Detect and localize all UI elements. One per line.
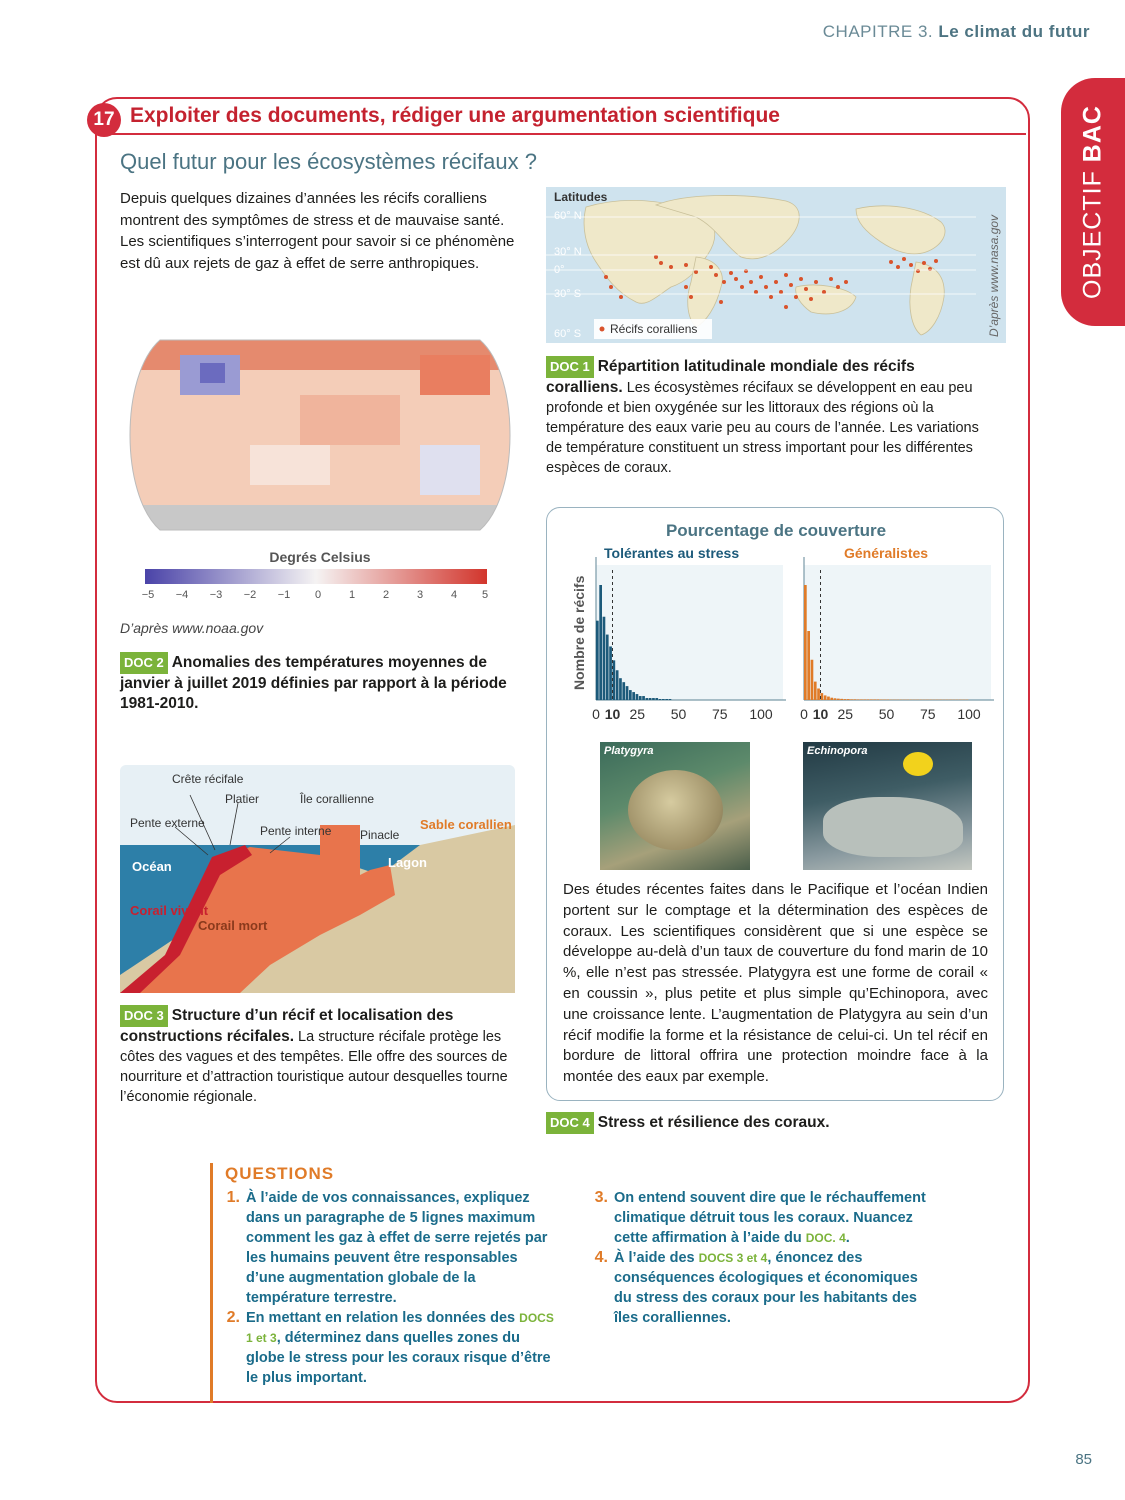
histogram-bar <box>837 699 840 700</box>
x-tick-label: 100 <box>957 706 981 722</box>
histogram-bar <box>870 699 873 700</box>
exercise-number: 17 <box>87 103 121 137</box>
reef-structure-diagram <box>120 765 515 993</box>
histogram-bar <box>854 699 857 700</box>
histogram-bar <box>814 682 817 700</box>
histogram-bar <box>649 698 652 700</box>
histogram-bar <box>626 686 629 700</box>
x-tick-label: 50 <box>670 706 687 722</box>
chart-generalistes <box>800 557 994 722</box>
label-pente-interne: Pente interne <box>260 824 332 838</box>
chart-main-title: Pourcentage de couverture <box>665 521 887 540</box>
histogram-bar <box>873 699 876 700</box>
doc3-caption-bold: Structure d’un récif et localisation des constructions récifales. <box>120 1007 454 1045</box>
doc3-caption-text: La structure récifale protège les côtes des vagues et des tempêtes. Elle offre des sources de nourriture et d’attraction touristique autour desquelles tourne l’économie régionale. <box>120 1029 508 1105</box>
q2-docs: DOCS 1 et 3 <box>246 1311 554 1345</box>
intro-text: Depuis quelques dizaines d’années les récifs coralliens montrent des symptômes de stress et de mauvaise santé. Les scientifiques s’interrogent pour savoir si ce phénomène est dû aux rejets de gaz à effet de serre anthropiques. <box>120 190 515 272</box>
questions-title: QUESTIONS <box>225 1164 335 1183</box>
map-source: D’après www.nasa.gov <box>987 214 1001 337</box>
temperature-scale <box>138 567 498 603</box>
q3-number: 3. <box>594 1189 608 1206</box>
platygyra-photo <box>600 742 750 870</box>
scale-tick: 4 <box>450 589 458 601</box>
page-number: 85 <box>1075 1451 1092 1468</box>
q4-text <box>614 1248 938 1328</box>
doc4-label: DOC 4 <box>546 1112 594 1134</box>
scale-tick: 5 <box>481 589 489 601</box>
histogram-bar <box>659 699 662 700</box>
side-tab-word1: OBJECTIF <box>1078 170 1107 299</box>
histogram-bar <box>863 699 866 700</box>
coral-reef-world-map <box>546 187 1006 343</box>
histogram-bar <box>599 585 602 700</box>
coverage-histograms <box>556 540 996 725</box>
doc1-caption-text: Les écosystèmes récifaux se développent en eau peu profonde et bien oxygénée sur les littoraux des régions où la température des eaux varie peu au cours de l’année. Les variations de température constituent un stress important pour les différentes espèces de coraux. <box>546 380 979 476</box>
chapter-number: CHAPITRE 3. <box>822 22 934 41</box>
histogram-bar <box>655 698 658 700</box>
label-corail-vivant: Corail vivant <box>130 903 209 918</box>
x-tick-label: 10 <box>604 706 621 722</box>
histogram-bar <box>804 585 807 700</box>
chart-tolerantes <box>592 557 786 722</box>
histogram-bar <box>609 646 612 700</box>
yellow-fish-shape <box>903 752 933 776</box>
q2-text-a: En mettant en relation les données des <box>246 1310 520 1326</box>
brain-coral-shape <box>628 770 723 850</box>
scale-tick: −5 <box>141 589 155 601</box>
histogram-bar <box>606 635 609 700</box>
lat-30s: 30° S <box>554 288 582 300</box>
histogram-bar <box>616 670 619 700</box>
histogram-bar <box>847 699 850 700</box>
histogram-bar <box>622 682 625 700</box>
histogram-bar <box>636 694 639 700</box>
doc3-caption <box>120 1005 510 1107</box>
q3-text-a: On entend souvent dire que le réchauffement climatique détruit tous les coraux. Nuancez cette affirmation à l’aide du <box>614 1190 926 1246</box>
histogram-bar <box>827 697 830 700</box>
chapter-header <box>823 22 1090 42</box>
lat-60n: 60° N <box>554 210 582 222</box>
q2-text-b: , déterminez dans quelles zones du globe le stress pour les coraux risque d’être le plus important. <box>246 1330 551 1386</box>
question-3 <box>588 1188 938 1248</box>
histogram-bar <box>596 621 599 700</box>
x-tick-label: 100 <box>749 706 773 722</box>
doc2-source: D’après www.noaa.gov <box>120 620 264 636</box>
histogram-bar <box>662 699 665 700</box>
label-corail-mort: Corail mort <box>198 918 268 933</box>
doc3-label: DOC 3 <box>120 1005 168 1027</box>
x-tick-label: 75 <box>919 706 936 722</box>
x-tick-label: 25 <box>629 706 646 722</box>
x-tick-label: 50 <box>878 706 895 722</box>
histogram-bar <box>830 698 833 700</box>
scale-tick: −3 <box>209 589 223 601</box>
exercise-title: Exploiter des documents, rédiger une argumentation scientifique <box>130 104 780 127</box>
doc2-caption <box>120 652 510 714</box>
objectif-bac-tab <box>1061 78 1125 326</box>
photo1-label: Platygyra <box>604 745 654 757</box>
scale-tick: −4 <box>175 589 189 601</box>
histogram-bar <box>860 699 863 700</box>
histogram-bar <box>877 699 880 700</box>
doc2-label: DOC 2 <box>120 652 168 674</box>
q1-number: 1. <box>226 1189 240 1206</box>
map-legend: Récifs coralliens <box>610 322 698 336</box>
plot-background <box>596 565 783 700</box>
histogram-bar <box>629 690 632 700</box>
histogram-bar <box>857 699 860 700</box>
doc4-caption <box>546 1112 830 1134</box>
q3-text <box>614 1188 938 1248</box>
lat-0: 0° <box>554 264 565 276</box>
echinopora-photo <box>803 742 972 870</box>
q4-number: 4. <box>594 1249 608 1266</box>
question-1 <box>220 1188 560 1308</box>
doc1-caption-bold: Répartition latitudinale mondiale des récifs coralliens. <box>546 358 915 396</box>
histogram-bar <box>850 699 853 700</box>
scale-tick: 2 <box>382 589 390 601</box>
scale-tick: 3 <box>416 589 424 601</box>
question-4 <box>588 1248 938 1328</box>
chart2-title: Généralistes <box>844 545 929 561</box>
histogram-bar <box>619 678 622 700</box>
photo2-label: Echinopora <box>807 745 868 757</box>
histogram-bar <box>824 695 827 700</box>
plot-background <box>804 565 991 700</box>
q4-text-a: À l’aide des <box>614 1250 699 1266</box>
scale-tick: 1 <box>348 589 356 601</box>
histogram-bar <box>840 699 843 700</box>
questions-right <box>588 1188 938 1328</box>
doc4-caption-bold: Stress et résilience des coraux. <box>597 1114 830 1131</box>
ylabel: Nombre de récifs <box>571 575 587 690</box>
x-tick-label: 25 <box>837 706 854 722</box>
side-tab-word2: BAC <box>1078 105 1107 163</box>
label-pinacle: Pinacle <box>360 828 400 842</box>
x-tick-label: 0 <box>800 706 808 722</box>
chart1-title: Tolérantes au stress <box>604 545 740 561</box>
doc4-text: Des études récentes faites dans le Pacifique et l’océan Indien portent sur le comptage et la détermination des espèces de coraux. Les scientifiques considèrent que si une espèce se développe au-delà d’un taux de couverture du fond marin de 10 %, elle n’est pas stressée. Platygyra est une forme de corail « en coussin », plus petite et plus simple qu’Echinopora, avec une croissance lente. L’augmentation de Platygyra au sein d’un récif modifie la forme et la résistance de celui-ci. Un tel récif en bordure de littoral offrira une protection moindre face à la montée des eaux par exemple. <box>563 881 988 1086</box>
scale-tick: −2 <box>243 589 257 601</box>
label-ile: Île corallienne <box>300 792 375 806</box>
label-platier: Platier <box>225 792 260 806</box>
question-2 <box>220 1308 560 1388</box>
doc1-label: DOC 1 <box>546 356 594 378</box>
q3-text-b: . <box>845 1230 850 1246</box>
label-sable: Sable corallien <box>420 817 512 832</box>
label-crete: Crête récifale <box>172 772 244 786</box>
scale-title: Degrés Celsius <box>269 549 371 565</box>
questions-bar <box>210 1163 213 1403</box>
q2-number: 2. <box>226 1309 240 1326</box>
doc1-caption <box>546 356 986 478</box>
histogram-bar <box>642 696 645 700</box>
histogram-bar <box>807 631 810 700</box>
q3-docs: DOC. 4 <box>805 1231 846 1245</box>
histogram-bar <box>867 699 870 700</box>
label-pente-externe: Pente externe <box>130 816 205 830</box>
q4-docs: DOCS 3 et 4 <box>698 1251 768 1265</box>
q1-text: À l’aide de vos connaissances, expliquez dans un paragraphe de 5 lignes maximum comment les gaz à effet de serre rejetés par les humains peuvent être responsables d’une augmentation globale de la température terrestre. <box>246 1190 548 1306</box>
label-lagon: Lagon <box>388 855 427 870</box>
temperature-anomaly-map <box>120 335 520 535</box>
scale-tick: −1 <box>277 589 291 601</box>
histogram-bar <box>669 699 672 700</box>
histogram-bar <box>603 617 606 700</box>
x-tick-label: 10 <box>812 706 829 722</box>
q2-text <box>246 1308 560 1388</box>
histogram-bar <box>811 660 814 700</box>
map-title: Latitudes <box>554 190 608 204</box>
exercise-subtitle: Quel futur pour les écosystèmes récifaux ? <box>120 149 537 174</box>
histogram-bar <box>639 696 642 700</box>
histogram-bar <box>652 698 655 700</box>
histogram-bar <box>844 699 847 700</box>
questions-left <box>220 1188 560 1388</box>
q4-text-b: , énoncez des conséquences écologiques et économiques du stress des coraux pour les habitants des îles coralliennes. <box>614 1250 918 1326</box>
histogram-bar <box>834 698 837 700</box>
histogram-bar <box>665 699 668 700</box>
scale-tick: 0 <box>314 589 322 601</box>
doc2-caption-bold: Anomalies des températures moyennes de janvier à juillet 2019 définies par rapport à la période 1981-2010. <box>120 654 507 712</box>
x-tick-label: 75 <box>711 706 728 722</box>
histogram-bar <box>817 689 820 701</box>
plate-coral-shape <box>823 797 963 857</box>
lat-30n: 30° N <box>554 246 582 258</box>
histogram-bar <box>632 692 635 700</box>
histogram-bar <box>646 698 649 700</box>
lat-60s: 60° S <box>554 328 582 340</box>
x-tick-label: 0 <box>592 706 600 722</box>
label-ocean: Océan <box>132 859 172 874</box>
chapter-title: Le climat du futur <box>938 22 1090 41</box>
